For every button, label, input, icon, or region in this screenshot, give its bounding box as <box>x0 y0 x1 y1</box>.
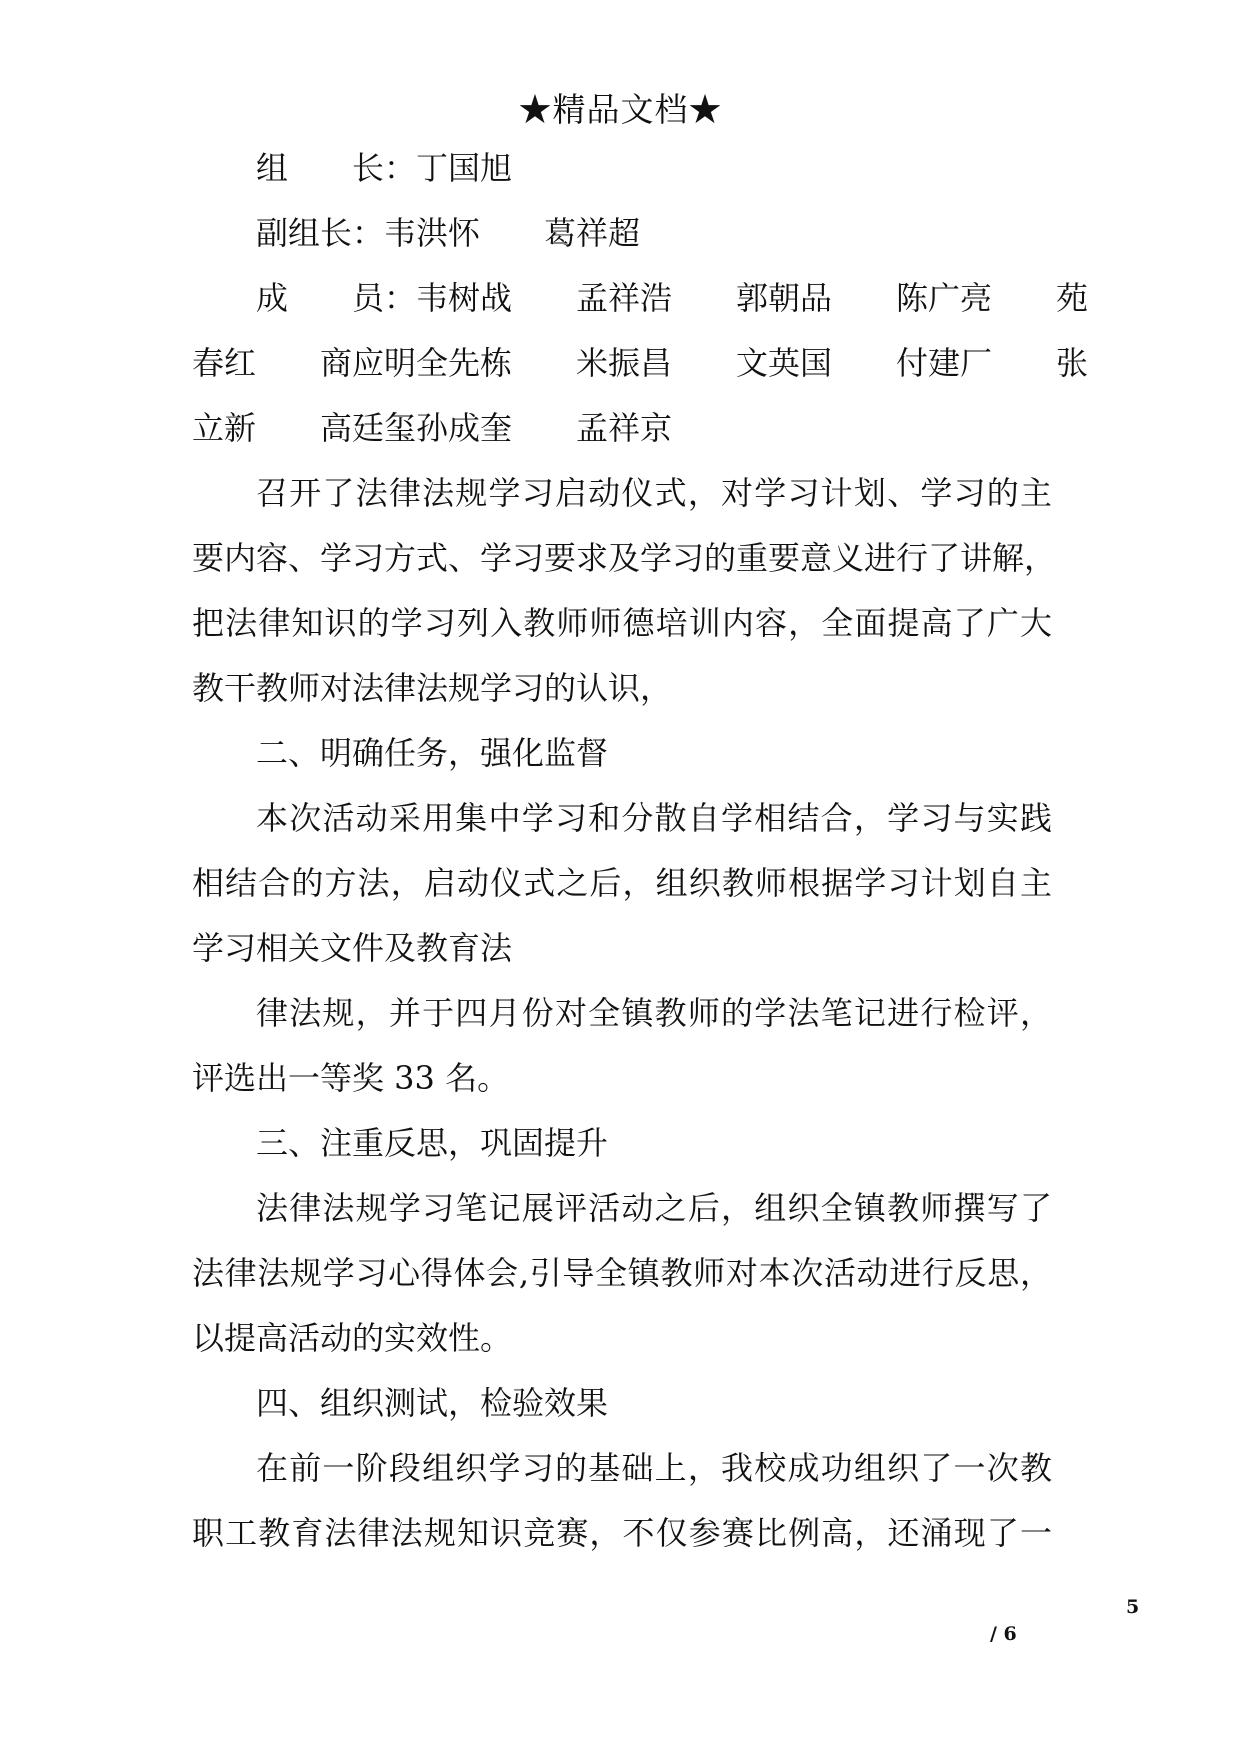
text-line: 把法律知识的学习列入教师师德培训内容，全面提高了广大 <box>192 604 1052 642</box>
text-line: 教干教师对法律法规学习的认识， <box>192 669 673 707</box>
page-number-current: 5 <box>1126 1596 1140 1618</box>
text-line: 成 员：韦树战 孟祥浩 郭朝品 陈广亮 苑 <box>256 279 1089 317</box>
text-line: 召开了法律法规学习启动仪式，对学习计划、学习的主 <box>256 474 1052 512</box>
page-number-total: / 6 <box>990 1623 1017 1645</box>
text-line: 二、明确任务，强化监督 <box>256 734 609 772</box>
text-line: 春红 商应明全先栋 米振昌 文英国 付建厂 张 <box>192 344 1089 382</box>
text-line: 立新 高廷玺孙成奎 孟祥京 <box>192 409 673 447</box>
text-line: 学习相关文件及教育法 <box>192 929 513 967</box>
text-line: 评选出一等奖 33 名。 <box>192 1059 510 1097</box>
document-body <box>192 136 1089 1566</box>
text-line: 在前一阶段组织学习的基础上，我校成功组织了一次教 <box>256 1449 1052 1487</box>
text-line: 法律法规学习心得体会,引导全镇教师对本次活动进行反思， <box>192 1254 1052 1292</box>
page-header-title: ★精品文档★ <box>518 90 723 129</box>
text-line: 组 长：丁国旭 <box>256 149 513 187</box>
text-line: 以提高活动的实效性。 <box>192 1319 513 1357</box>
text-line: 职工教育法律法规知识竞赛，不仅参赛比例高，还涌现了一 <box>192 1514 1052 1552</box>
text-line: 律法规，并于四月份对全镇教师的学法笔记进行检评， <box>256 994 1052 1032</box>
text-line: 本次活动采用集中学习和分散自学相结合，学习与实践 <box>256 799 1052 837</box>
text-line: 四、组织测试，检验效果 <box>256 1384 609 1422</box>
text-line: 要内容、学习方式、学习要求及学习的重要意义进行了讲解， <box>192 539 1057 577</box>
text-line: 法律法规学习笔记展评活动之后，组织全镇教师撰写了 <box>256 1189 1052 1227</box>
text-line: 副组长：韦洪怀 葛祥超 <box>256 214 641 252</box>
text-line: 相结合的方法，启动仪式之后，组织教师根据学习计划自主 <box>192 864 1052 902</box>
text-line: 三、注重反思，巩固提升 <box>256 1124 609 1162</box>
